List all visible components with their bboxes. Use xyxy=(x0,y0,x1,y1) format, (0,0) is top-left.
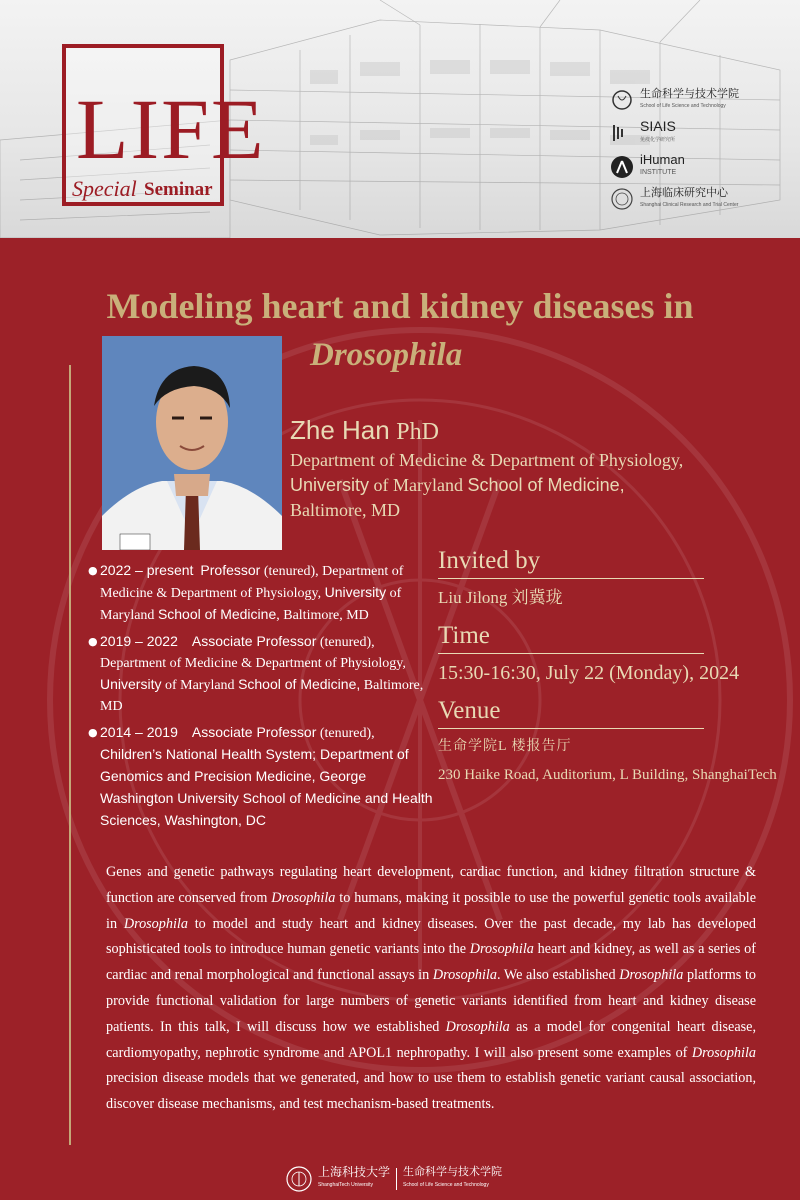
partner-name: 生命科学与技术学院 xyxy=(640,88,739,100)
partner-sub: INSTITUTE xyxy=(640,169,677,176)
career-item: ● 2019 – 2022 Associate Professor (tenured), Department of Medicine & Department of Physiology, University of Maryland School of Medicine, Baltimore, MD xyxy=(88,633,424,714)
venue-chinese: 生命学院L 楼报告厅 xyxy=(438,739,572,754)
slst-icon xyxy=(610,88,634,112)
shanghaitech-seal-icon xyxy=(286,1166,312,1192)
speaker-degree: PhD xyxy=(396,419,439,445)
siais-icon xyxy=(610,121,634,145)
footer-logos xyxy=(286,1164,546,1194)
affiliation-line-1: Department of Medicine & Department of Physiology, xyxy=(290,450,684,470)
partner-sub: Shanghai Clinical Research and Trial Center xyxy=(640,202,739,208)
abstract-italic-term: Drosophila xyxy=(271,889,336,906)
partner-clinical-center xyxy=(610,187,750,211)
footer-university: 上海科技大学 ShanghaiTech University xyxy=(318,1165,391,1188)
invited-label: Invited by xyxy=(438,546,704,579)
seminar-title: Modeling heart and kidney diseases in xyxy=(106,286,694,326)
partner-name: SIAIS xyxy=(640,118,676,134)
partner-name: iHuman xyxy=(640,152,685,167)
invited-value: Liu Jilong 刘冀珑 xyxy=(438,588,563,607)
abstract-run: . We also established xyxy=(496,967,620,984)
time-label: Time xyxy=(438,621,704,654)
career-item: ● 2014 – 2019 Associate Professor (tenured), Children’s National Health System; Department of Genomics and Precision Medicine, George Washington University School of Medicine and Health Sciences, Washington, DC xyxy=(88,724,433,828)
partner-logos xyxy=(610,88,750,219)
partner-siais xyxy=(610,120,750,146)
abstract-text xyxy=(106,860,756,1118)
footer-divider xyxy=(396,1168,397,1190)
ihuman-icon xyxy=(610,155,634,179)
abstract-italic-term: Drosophila xyxy=(432,967,497,984)
abstract-run: precision disease models that we generated, and how to use them to establish genetic variant causal association, discover disease mechanisms, and test mechanism-based treatments. xyxy=(106,1070,756,1113)
bullet-icon: ● xyxy=(88,726,98,739)
venue-english: 230 Haike Road, Auditorium, L Building, ShanghaiTech xyxy=(438,767,777,783)
abstract-run: to model and study heart and kidney diseases. Over the past decade, my lab has developed sophisticated tools to introduce human genetic variants into the xyxy=(106,915,756,958)
partner-ihuman xyxy=(610,154,750,179)
speaker-photo xyxy=(102,336,282,550)
partner-name: 上海临床研究中心 xyxy=(640,187,728,199)
abstract-italic-term: Drosophila xyxy=(691,1044,756,1061)
abstract-italic-term: Drosophila xyxy=(469,941,534,958)
seminar-title-italic: Drosophila xyxy=(310,337,463,373)
career-item: ● 2022 – present Professor (tenured), Department of Medicine & Department of Physiology, University of Maryland School of Medicine, Baltimore, MD xyxy=(88,562,404,623)
affiliation-line-2: University of Maryland School of Medicine, xyxy=(290,475,625,495)
logo-special-text: Special xyxy=(72,176,137,201)
logo-life-text: LIFE xyxy=(76,81,266,177)
abstract-run: Genes and genetic pathways regulating heart development, cardiac function, and kidney filtration structure & function are conserved from xyxy=(106,864,756,906)
speaker-name-text: Zhe Han xyxy=(290,415,390,445)
time-value: 15:30-16:30, July 22 (Monday), 2024 xyxy=(438,662,740,684)
affiliation-line-3: Baltimore, MD xyxy=(290,500,400,520)
venue-label: Venue xyxy=(438,696,704,729)
header-banner xyxy=(0,0,800,238)
abstract-run: to humans, making it possible to use the powerful genetic tools available in xyxy=(106,889,756,932)
partner-slst xyxy=(610,88,750,112)
footer-school: 生命科学与技术学院 School of Life Science and Technology xyxy=(403,1166,503,1188)
clinical-center-icon xyxy=(610,187,634,211)
abstract-italic-term: Drosophila xyxy=(445,1018,510,1035)
life-seminar-logo xyxy=(62,44,266,206)
logo-seminar-text: Seminar xyxy=(144,179,213,200)
abstract-italic-term: Drosophila xyxy=(619,967,684,984)
speaker-name xyxy=(290,415,439,446)
partner-sub: 免疫化学研究所 xyxy=(640,137,676,143)
speaker-affiliation xyxy=(290,448,770,523)
bullet-icon: ● xyxy=(88,635,98,648)
abstract-run: platforms to provide functional validation for large numbers of genetic variants identified from heart and kidney disease patients. In this talk, I will discuss how we established xyxy=(106,967,756,1035)
abstract-run: heart and kidney, as well as a series of cardiac and renal morphological and functional assays in xyxy=(106,941,757,984)
abstract-run: as a model for congenital heart disease, cardiomyopathy, nephrotic syndrome and APOL1 nephropathy. I will also present some examples of xyxy=(106,1018,756,1061)
partner-sub: School of Life Science and Technology xyxy=(640,103,726,109)
abstract-italic-term: Drosophila xyxy=(123,915,188,932)
left-divider xyxy=(69,365,71,1145)
bullet-icon: ● xyxy=(88,564,98,577)
career-list xyxy=(88,560,433,837)
event-info xyxy=(438,546,790,785)
